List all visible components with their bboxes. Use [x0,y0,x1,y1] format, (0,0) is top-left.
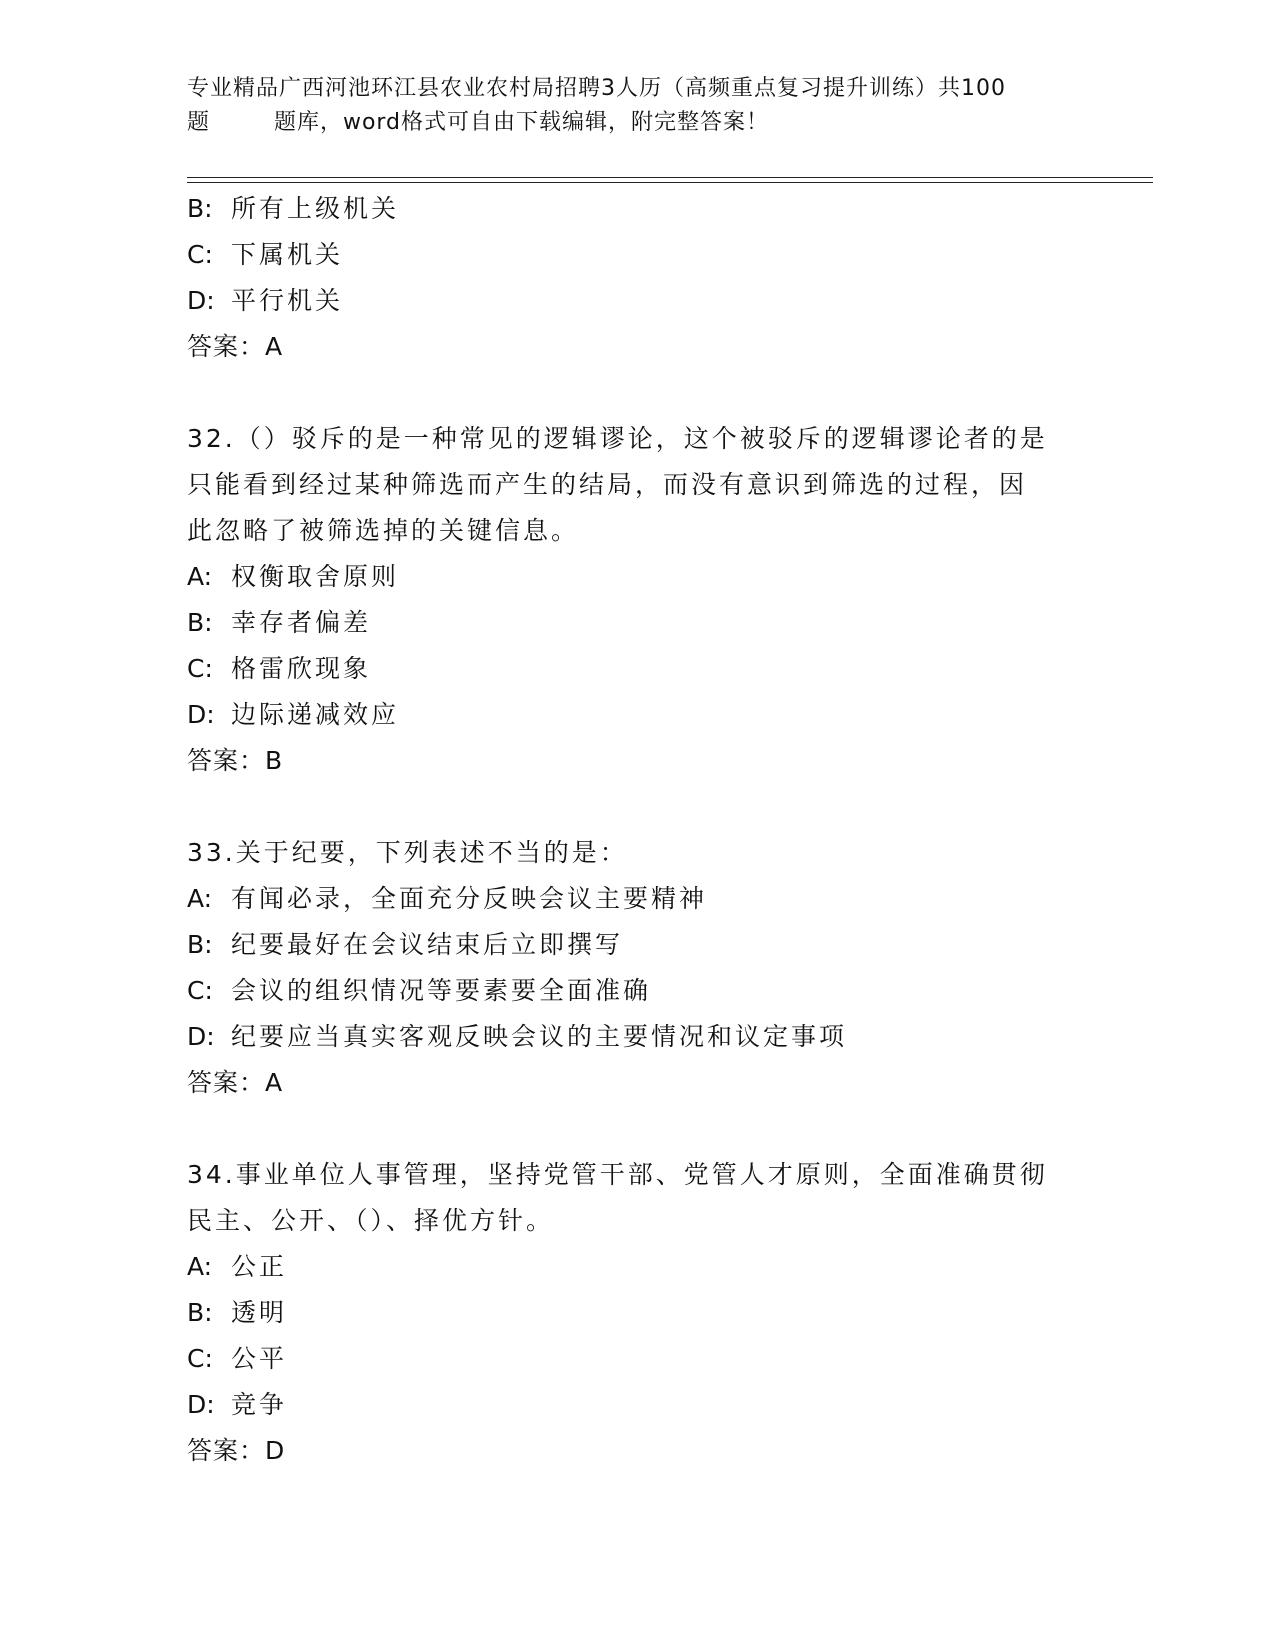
option-a [187,876,1087,922]
option-d [187,1382,1087,1428]
option-label: C: [187,976,213,1005]
option-text: 公平 [231,1344,288,1373]
document-header [187,72,1087,140]
option-label: B: [187,194,213,223]
option-text: 所有上级机关 [231,194,400,223]
question-32 [187,416,1087,784]
option-b [187,186,1087,232]
question-stem-line: 33.关于纪要，下列表述不当的是： [187,838,628,867]
spacer [187,1106,1087,1152]
option-label: D: [187,286,215,315]
option-text: 格雷欣现象 [231,654,372,683]
option-c [187,1336,1087,1382]
option-c [187,968,1087,1014]
option-text: 边际递减效应 [231,700,400,729]
option-label: B: [187,1298,213,1327]
question-stem-line: 民主、公开、（）、择优方针。 [187,1206,555,1235]
question-stem-line: 32.（）驳斥的是一种常见的逻辑谬论，这个被驳斥的逻辑谬论者的是 [187,424,1048,453]
option-text: 幸存者偏差 [231,608,372,637]
header-title-line-1: 专业精品广西河池环江县农业农村局招聘3人历（高频重点复习提升训练）共100 [187,76,1006,101]
option-text: 公正 [231,1252,288,1281]
option-d [187,1014,1087,1060]
question-33 [187,830,1087,1106]
option-label: A: [187,562,213,591]
question-stem-line: 34.事业单位人事管理，坚持党管干部、党管人才原则，全面准确贯彻 [187,1160,1048,1189]
answer-line: 答案：A [187,332,284,361]
option-label: B: [187,930,213,959]
question-stem-line: 此忽略了被筛选掉的关键信息。 [187,516,580,545]
option-label: B: [187,608,213,637]
option-text: 有闻必录，全面充分反映会议主要精神 [231,884,708,913]
option-text: 会议的组织情况等要素要全面准确 [231,976,652,1005]
option-label: D: [187,1390,215,1419]
option-text: 权衡取舍原则 [231,562,400,591]
option-a [187,554,1087,600]
option-label: D: [187,700,215,729]
question-stem-line: 只能看到经过某种筛选而产生的结局，而没有意识到筛选的过程，因 [187,470,1028,499]
option-a [187,1244,1087,1290]
option-d [187,692,1087,738]
prev-question-block [187,186,1087,370]
option-label: A: [187,884,213,913]
answer-line: 答案：A [187,1068,284,1097]
option-b [187,922,1087,968]
header-title-line-2: 题 题库，word格式可自由下载编辑，附完整答案！ [187,110,770,135]
option-text: 纪要最好在会议结束后立即撰写 [231,930,624,959]
option-d [187,278,1087,324]
spacer [187,784,1087,830]
option-b [187,1290,1087,1336]
header-divider-top [187,177,1153,178]
header-divider-bottom [187,182,1153,183]
option-text: 纪要应当真实客观反映会议的主要情况和议定事项 [231,1022,848,1051]
option-text: 平行机关 [231,286,344,315]
option-text: 下属机关 [231,240,344,269]
option-text: 透明 [231,1298,288,1327]
option-label: A: [187,1252,213,1281]
option-label: D: [187,1022,215,1051]
option-b [187,600,1087,646]
option-text: 竞争 [231,1390,288,1419]
option-label: C: [187,1344,213,1373]
answer-line: 答案：D [187,1436,286,1465]
question-content [187,186,1087,1474]
option-label: C: [187,654,213,683]
option-c [187,646,1087,692]
option-label: C: [187,240,213,269]
spacer [187,370,1087,416]
answer-line: 答案：B [187,746,284,775]
option-c [187,232,1087,278]
question-34 [187,1152,1087,1474]
